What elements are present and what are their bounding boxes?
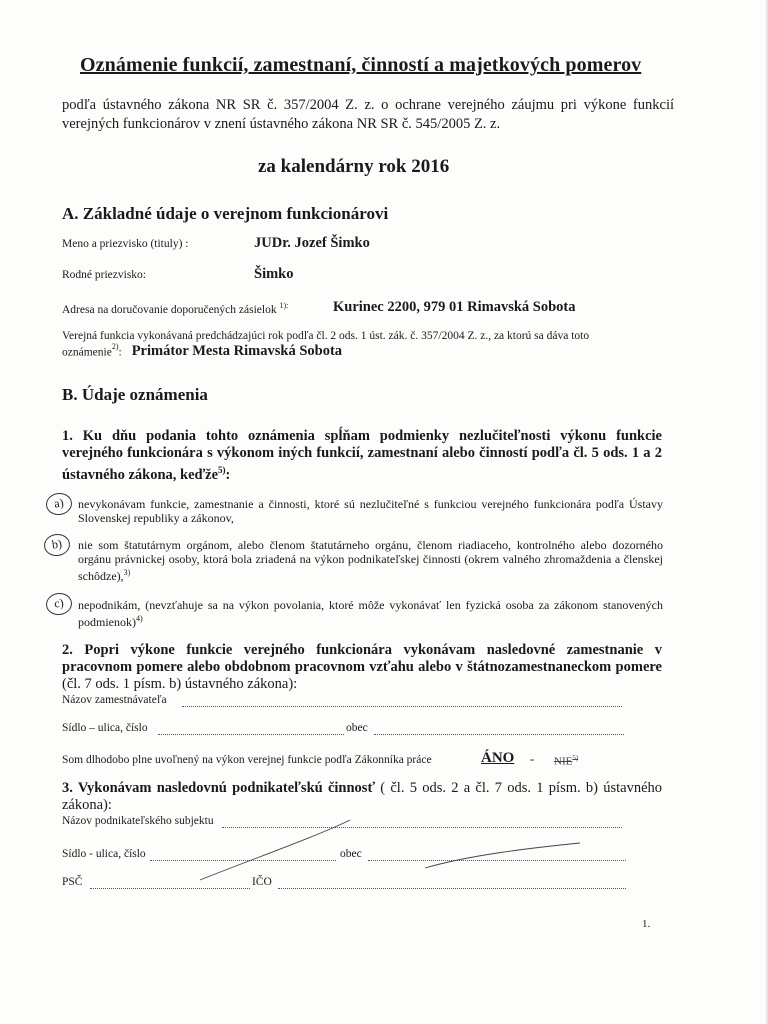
address-label-text: Adresa na doručovanie doporučených zásielok — [62, 303, 277, 316]
function-line2 — [62, 342, 342, 360]
option-b-circle — [43, 532, 72, 557]
paragraph-2 — [62, 642, 662, 693]
address-label — [62, 301, 288, 316]
option-c-circle — [45, 591, 74, 616]
no-answer-text: NIE — [554, 755, 573, 768]
paragraph-1-footnote: 5) — [218, 465, 226, 475]
paragraph-3 — [62, 780, 662, 814]
option-c-text: nepodnikám, (nevzťahuje sa na výkon povolania, ktoré môže vykonávať len fyzická osoba za zákonom stanovených podmienok) — [78, 598, 663, 629]
employer-field-line — [182, 706, 622, 707]
birth-name-label: Rodné priezvisko: — [62, 269, 146, 281]
release-label: Som dlhodobo plne uvoľnený na výkon verejnej funkcie podľa Zákonníka práce — [62, 754, 432, 766]
function-label-line2: oznámenie — [62, 346, 112, 359]
option-a-label: a) — [53, 495, 65, 511]
employer-label: Názov zamestnávateľa — [62, 694, 167, 706]
function-colon: : — [118, 346, 122, 359]
option-b-footnote: 3) — [123, 568, 131, 577]
document-subtitle: podľa ústavného zákona NR SR č. 357/2004 Z. z. o ochrane verejného záujmu pri výkone funkcií verejných funkcionárov v znení ústavného zákona NR SR č. 545/2005 Z. z. — [62, 97, 674, 132]
option-c-label: c) — [53, 595, 65, 611]
paragraph-1-colon: : — [225, 466, 231, 483]
birth-name-value: Šimko — [254, 266, 294, 282]
section-a-heading: A. Základné údaje o verejnom funkcionárovi — [62, 204, 389, 223]
address-value: Kurinec 2200, 979 01 Rimavská Sobota — [333, 299, 576, 315]
paragraph-1 — [62, 428, 662, 484]
town2-label: obec — [340, 848, 362, 860]
year-heading: za kalendárny rok 2016 — [258, 156, 450, 177]
option-c-footnote: 4) — [136, 614, 143, 623]
function-label-line1: Verejná funkcia vykonávaná predchádzajúci rok podľa čl. 2 ods. 1 úst. zák. č. 357/2004 Z. z., za ktorú sa dáva toto — [62, 330, 590, 342]
name-value: JUDr. Jozef Šimko — [254, 235, 370, 251]
paragraph-3-normal: ( čl. 5 ods. 2 a čl. 7 ods. 1 písm. b) ústavného zákona): — [62, 780, 663, 813]
option-b-block — [78, 538, 663, 583]
ico-label: IČO — [252, 876, 272, 888]
release-footnote: 5) — [572, 754, 579, 762]
yes-answer: ÁNO — [481, 750, 515, 766]
town-label: obec — [346, 722, 368, 734]
function-footnote: 2) — [111, 342, 119, 351]
page-number: 1. — [642, 918, 651, 930]
address-footnote: 1): — [279, 301, 289, 310]
cross-out-strokes — [170, 810, 590, 890]
answer-dash: - — [530, 751, 535, 766]
cross-out-stroke-1 — [200, 820, 350, 880]
psc-label: PSČ — [62, 876, 83, 888]
paragraph-3-bold: 3. Vykonávam nasledovnú podnikateľskú činnosť — [62, 780, 376, 796]
seat-field-line — [158, 734, 344, 735]
option-a-circle — [45, 491, 74, 516]
paragraph-2-normal: (čl. 7 ods. 1 písm. b) ústavného zákona): — [62, 676, 298, 692]
paragraph-1-text: 1. Ku dňu podania tohto oznámenia spĺňam podmienky nezlučiteľnosti výkonu funkcie verejného funkcionára s výkonom iných funkcií, zamestnaní alebo činností podľa čl. 5 ods. 1 a 2 ústavného zákona, keďže — [62, 428, 662, 483]
business-label: Názov podnikateľského subjektu — [62, 815, 214, 827]
section-b-heading: B. Údaje oznámenia — [62, 385, 208, 404]
paragraph-2-bold: 2. Popri výkone funkcie verejného funkcionára vykonávam nasledovné zamestnanie v pracovnom pomere alebo obdobnom pracovnom vzťahu alebo v štátnozamestnaneckom pomere — [62, 642, 662, 675]
seat-label: Sídlo – ulica, číslo — [62, 722, 148, 734]
option-a-text: nevykonávam funkcie, zamestnanie a činnosti, ktoré sú nezlučiteľné s funkciou verejného funkcionára podľa Ústavy Slovenskej republiky a zákonov, — [78, 497, 663, 525]
option-c-block — [78, 598, 663, 629]
seat2-label: Sídlo - ulica, číslo — [62, 848, 146, 860]
town-field-line — [374, 734, 624, 735]
name-label: Meno a priezvisko (tituly) : — [62, 238, 189, 250]
cross-out-stroke-2 — [425, 843, 580, 868]
document-title: Oznámenie funkcií, zamestnaní, činností a majetkových pomerov — [80, 54, 642, 76]
option-b-text: nie som štatutárnym orgánom, alebo členom štatutárneho orgánu, členom riadiaceho, kontrolného alebo dozorného orgánu právnickej osoby, ktorá bola zriadená na výkon podnikateľskej činnosti (okrem valného zhromaždenia a členskej schôdze), — [78, 538, 663, 583]
function-value: Primátor Mesta Rimavská Sobota — [131, 343, 343, 360]
no-answer-struck — [554, 754, 578, 768]
option-b-label: b) — [50, 536, 63, 552]
